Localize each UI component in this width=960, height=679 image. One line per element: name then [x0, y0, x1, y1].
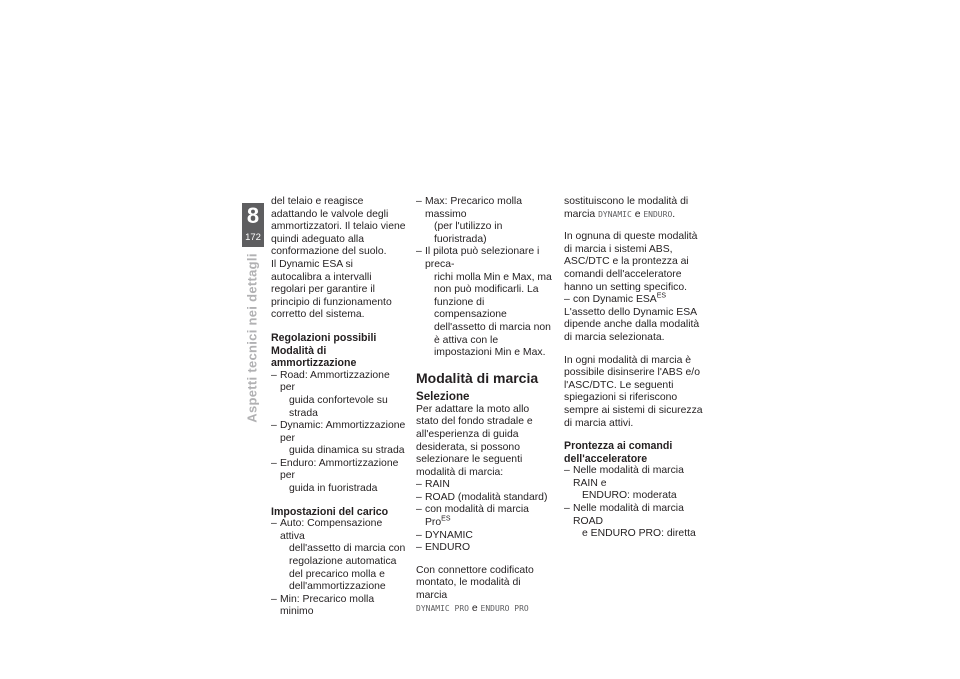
list-item: – Min: Precarico molla minimo — [271, 594, 406, 619]
text-column-2 — [416, 196, 554, 615]
chapter-number: 8 — [246, 203, 260, 228]
list-item: – DYNAMIC — [416, 530, 554, 543]
section-heading: Regolazioni possibili — [271, 331, 377, 344]
list-item: – Nelle modalità di marcia RAIN e ENDURO: moderata — [564, 465, 704, 503]
list-item: – con Dynamic $ESA^{ES}$ — [564, 294, 704, 307]
es-mark: ES — [441, 515, 451, 523]
page-number: 172 — [245, 232, 261, 243]
section-heading: Modalità di ammortizzazione — [271, 344, 357, 370]
list-item: – Dynamic: Ammortizzazione per guida dinamica su strada — [271, 420, 406, 458]
paragraph: Il Dynamic ESA si autocalibra a intervalli regolari per garantire il principio di funzionamento corretto del sistema. — [271, 258, 392, 321]
list-item: – Il pilota può selezionare i preca- richi molla Min e Max, ma non può modificarli. La funzione di compensazione dell'assetto di marcia non è attiva con le impostazioni Min e Max. — [416, 246, 554, 359]
mode-code: ENDURO PRO — [480, 603, 529, 613]
section-heading: Prontezza ai comandi dell'acceleratore — [564, 440, 673, 465]
paragraph: In ogni modalità di marcia è possibile disinserire l'ABS e/o l'ASC/DTC. Le seguenti spiegazioni si riferiscono sempre ai sistemi di sicurezza di marcia attivi. — [564, 354, 703, 429]
paragraph: Con connettore codificato montato, le modalità di marcia DYNAMIC PRO e ENDURO PRO — [416, 564, 534, 614]
paragraph: Per adattare la moto allo stato del fondo stradale e all'esperienza di guida desiderata, si possono selezionare le seguenti modalità di marcia: — [416, 403, 533, 478]
throttle-response-list — [564, 465, 704, 541]
mode-code: DYNAMIC — [598, 209, 632, 219]
list-item: – con modalità di marcia Pro$^{ES}$ — [416, 504, 554, 529]
list-item: – RAIN — [416, 479, 554, 492]
load-setting-list-cont — [416, 196, 554, 360]
optional-note — [564, 294, 704, 307]
paragraph: sostituiscono le modalità di marcia DYNAMIC e ENDURO. — [564, 196, 689, 220]
paragraph: L'assetto dello Dynamic ESA dipende anche dalla modalità di marcia selezionata. — [564, 306, 700, 343]
paragraph: In ognuna di queste modalità di marcia i sistemi ABS, ASC/DTC e la prontezza ai comandi dell'acceleratore hanno un setting specifico. — [564, 231, 698, 293]
chapter-section-title: Modalità di marcia — [416, 369, 539, 386]
text-column-3 — [564, 196, 704, 541]
section-heading: Impostazioni del carico — [271, 505, 389, 518]
chapter-title: Aspetti tecnici nei dettagli — [244, 253, 260, 423]
list-item: – Max: Precarico molla massimo (per l'utilizzo in fuoristrada) — [416, 196, 554, 246]
list-item: – ENDURO — [416, 542, 554, 555]
pro-mode-list — [416, 530, 554, 555]
es-mark: ES — [656, 292, 667, 300]
paragraph: del telaio e reagisce adattando le valvole degli ammortizzatori. Il telaio viene quindi adeguato alla conformazione del suolo. — [271, 196, 406, 258]
riding-mode-list — [416, 479, 554, 504]
load-setting-list — [271, 518, 406, 619]
subsection-title: Selezione — [416, 389, 470, 403]
list-item: – Auto: Compensazione attiva dell'assetto di marcia con regolazione automatica del precarico molla e dell'ammortizzazione — [271, 518, 406, 594]
mode-code: DYNAMIC PRO — [416, 603, 469, 613]
mode-code: ENDURO — [643, 209, 673, 219]
list-item: – Road: Ammortizzazione per guida confortevole su strada — [271, 370, 406, 420]
damping-mode-list — [271, 370, 406, 496]
list-item: – Enduro: Ammortizzazione per guida in fuoristrada — [271, 458, 406, 496]
list-item: – ROAD (modalità standard) — [416, 492, 554, 505]
text-column-1 — [271, 196, 406, 619]
optional-note — [416, 504, 554, 529]
chapter-tab — [242, 203, 264, 247]
list-item: – Nelle modalità di marcia ROAD e ENDURO PRO: diretta — [564, 503, 704, 541]
